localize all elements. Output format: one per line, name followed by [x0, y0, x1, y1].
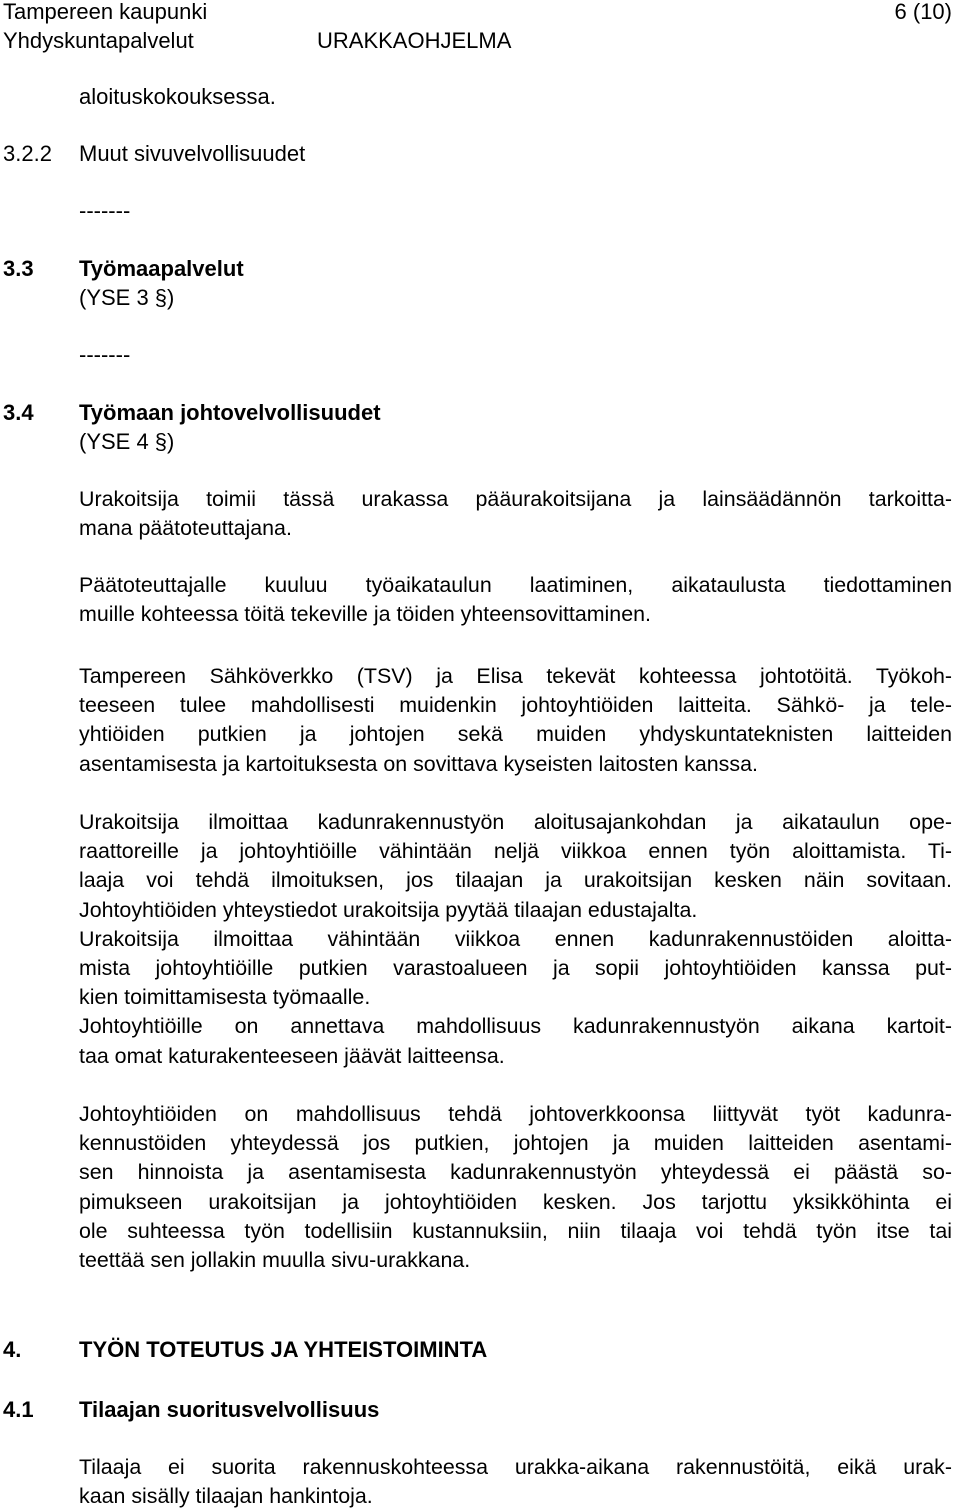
- continued-text: aloituskokouksessa.: [79, 84, 276, 109]
- section-3-3-reference: (YSE 3 §): [79, 285, 175, 310]
- paragraph-line: Päätoteuttajalle kuuluu työaikataulun laatiminen, aikataulusta tiedottaminen: [79, 573, 952, 597]
- placeholder-dashes: -------: [79, 342, 131, 367]
- paragraph-line: mista johtoyhtiöille putkien varastoalueen ja sopii johtoyhtiöiden kanssa put-: [79, 956, 952, 981]
- section-3-4-reference: (YSE 4 §): [79, 429, 175, 454]
- paragraph-line: Urakoitsija ilmoittaa vähintään viikkoa ennen kadunrakennustöiden aloitta-: [79, 926, 952, 951]
- paragraph-line: taa omat katurakenteeseen jäävät laitteensa.: [79, 1043, 505, 1068]
- paragraph: [79, 662, 952, 779]
- paragraph-line: Johtoyhtiöiden on mahdollisuus tehdä johtoverkkoonsa liittyvät työt kadunra-: [79, 1102, 952, 1126]
- paragraph-line: kien toimittamisesta työmaalle.: [79, 985, 371, 1010]
- section-3-3-title: Työmaapalvelut: [79, 256, 244, 281]
- section-3-2-2-number: 3.2.2: [3, 141, 52, 166]
- paragraph-line: teeseen tulee mahdollisesti muidenkin johtoyhtiöiden laitteita. Sähkö- ja tele-: [79, 693, 952, 718]
- paragraph-line: sen hinnoista ja asentamisesta kadunrakennustyön yhteydessä ei päästä so-: [79, 1160, 952, 1185]
- paragraph-line: asentamisesta ja kartoituksesta on sovittava kyseisten laitosten kanssa.: [79, 751, 758, 776]
- placeholder-dashes: -------: [79, 198, 131, 223]
- paragraph-line: mana päätoteuttajana.: [79, 516, 292, 541]
- paragraph-line: yhtiöiden putkien ja johtojen sekä muiden yhdyskuntateknisten laitteiden: [79, 722, 952, 747]
- paragraph-line: Johtoyhtiöille on annettava mahdollisuus kadunrakennustyön aikana kartoit-: [79, 1014, 952, 1039]
- paragraph-line: Tampereen Sähköverkko (TSV) ja Elisa tekevät kohteessa johtotöitä. Työkoh-: [79, 664, 952, 688]
- paragraph: [79, 571, 952, 629]
- paragraph-line: laaja voi tehdä ilmoituksen, jos tilaajan ja urakoitsijan kesken näin sovitaan.: [79, 868, 952, 893]
- header-organization: Tampereen kaupunki: [3, 0, 208, 24]
- section-3-4-title: Työmaan johtovelvollisuudet: [79, 400, 381, 425]
- paragraph-line: kaan sisälly tilaajan hankintoja.: [79, 1484, 373, 1509]
- paragraph-line: Urakoitsija toimii tässä urakassa pääurakoitsijana ja lainsäädännön tarkoitta-: [79, 487, 952, 511]
- paragraph-line: pimukseen urakoitsijan ja johtoyhtiöiden kesken. Jos tarjottu yksikköhinta ei: [79, 1189, 952, 1214]
- section-4-1-title: Tilaajan suoritusvelvollisuus: [79, 1397, 380, 1422]
- paragraph-line: raattoreille ja johtoyhtiöille vähintään neljä viikkoa ennen työn aloittamista. Ti-: [79, 839, 952, 864]
- section-4-1-number: 4.1: [3, 1397, 34, 1422]
- section-4-number: 4.: [3, 1337, 22, 1362]
- paragraph-line: ole suhteessa työn todellisiin kustannuksiin, niin tilaaja voi tehdä työn itse tai: [79, 1218, 952, 1243]
- section-4-title: TYÖN TOTEUTUS JA YHTEISTOIMINTA: [79, 1337, 488, 1362]
- paragraph: [79, 808, 952, 1071]
- section-3-2-2-title: Muut sivuvelvollisuudet: [79, 141, 306, 166]
- header-department: Yhdyskuntapalvelut: [3, 28, 194, 53]
- paragraph-line: muille kohteessa töitä tekeville ja töiden yhteensovittaminen.: [79, 602, 651, 627]
- paragraph-line: teettää sen jollakin muulla sivu-urakkana.: [79, 1248, 471, 1273]
- paragraph: [79, 485, 952, 543]
- header-page-number: 6 (10): [894, 0, 952, 24]
- paragraph-line: Johtoyhtiöiden yhteystiedot urakoitsija pyytää tilaajan edustajalta.: [79, 897, 698, 922]
- paragraph-line: Urakoitsija ilmoittaa kadunrakennustyön aloitusajankohdan ja aikataulun ope-: [79, 810, 952, 834]
- paragraph: [79, 1453, 952, 1511]
- section-3-3-number: 3.3: [3, 256, 34, 281]
- paragraph-line: kennustöiden yhteydessä jos putkien, johtojen ja muiden laitteiden asentami-: [79, 1131, 952, 1156]
- paragraph-line: Tilaaja ei suorita rakennuskohteessa urakka-aikana rakennustöitä, eikä urak-: [79, 1455, 952, 1479]
- paragraph: [79, 1100, 952, 1275]
- header-document-title: URAKKAOHJELMA: [317, 28, 512, 53]
- section-3-4-number: 3.4: [3, 400, 34, 425]
